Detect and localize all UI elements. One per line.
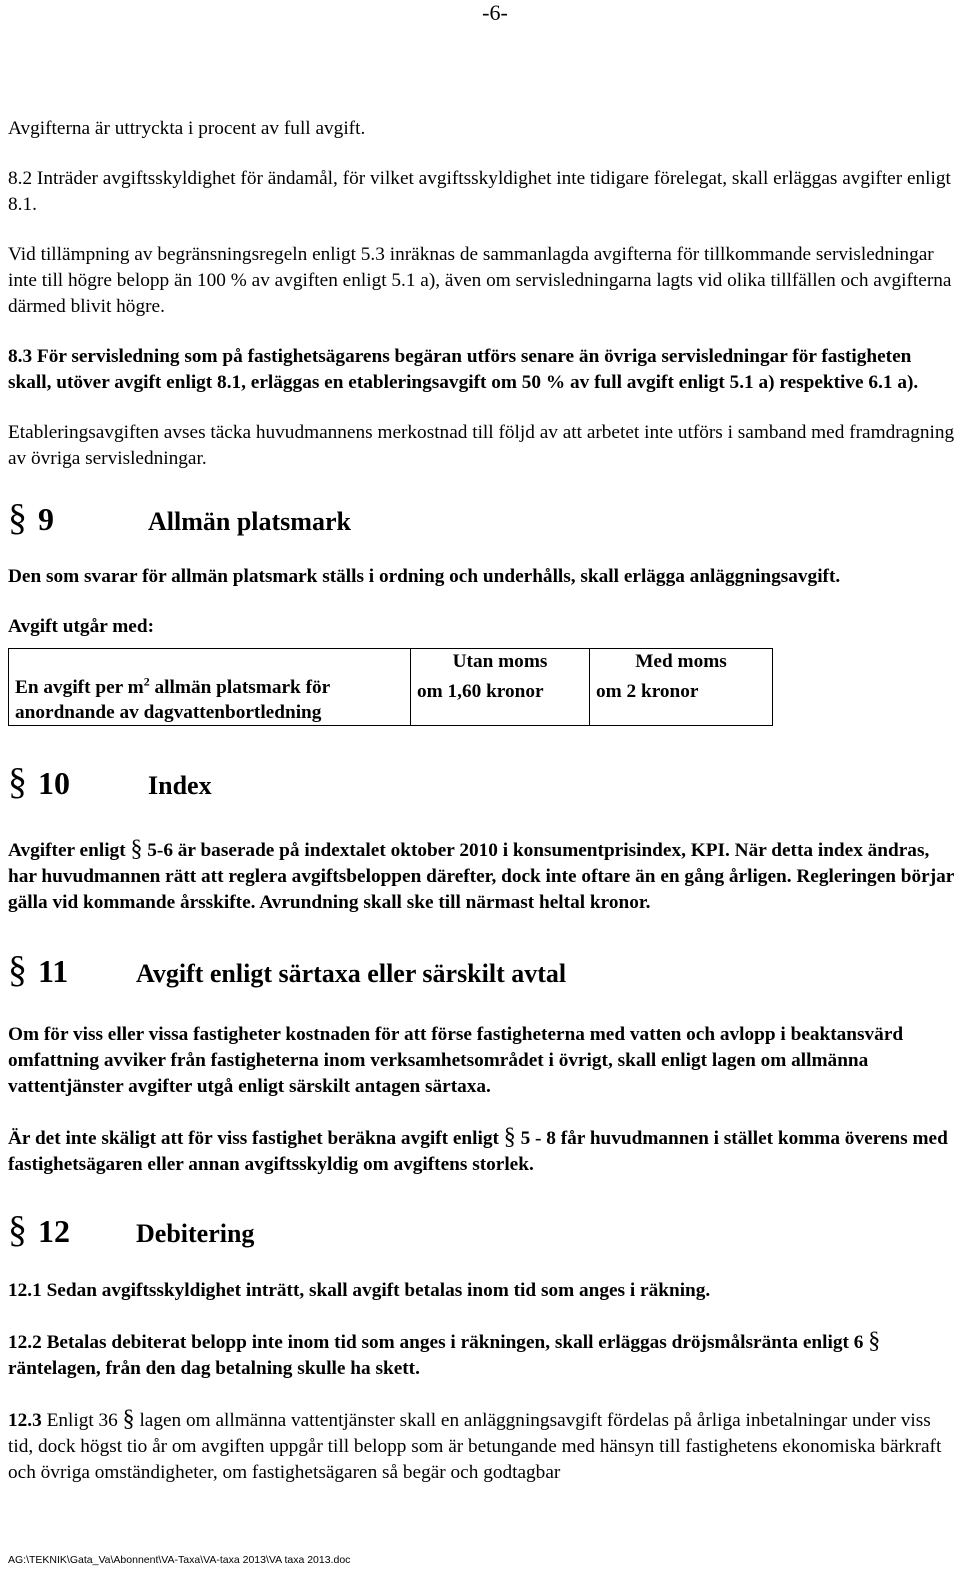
section-title: Avgift enligt särtaxa eller särskilt avtal: [136, 959, 567, 988]
section-symbol: §: [8, 761, 27, 803]
clause-8-2-note: Vid tillämpning av begränsningsregeln enligt 5.3 inräknas de sammanlagda avgifterna för tillkommande servisledningar inte till högre belopp än 100 % av avgiften enligt 5.1 a), även om servisledningarna lagts vid olika tillfällen och avgifterna därmed blivit högre.: [8, 244, 952, 317]
page-number: -6-: [482, 0, 508, 25]
section-number: 12: [38, 1213, 70, 1249]
fee-label: Avgift utgår med:: [8, 616, 155, 637]
section-10-text: Avgifter enligt § 5-6 är baserade på indextalet oktober 2010 i konsumentprisindex, KPI. När detta index ändras, har huvudmannen rätt att reglera avgiftsbeloppen därefter, dock inte oftare än en gång årligen. Regleringen börjar gälla vid kommande årsskifte. Avrundning skall ske till närmast heltal kronor.: [8, 836, 954, 913]
document-body: [8, 116, 956, 1486]
clause-8-3-note: Etableringsavgiften avses täcka huvudmannens merkostnad till följd av att arbetet inte utförs i samband med framdragning av övriga servisledningar.: [8, 422, 955, 469]
section-11-heading: [8, 948, 956, 1008]
section-title: Debitering: [136, 1219, 255, 1248]
section-10-heading: [8, 760, 956, 820]
clause-8-3: 8.3 För servisledning som på fastighetsägarens begäran utförs senare än övriga servisledningar för fastigheten skall, utöver avgift enligt 8.1, erläggas en etableringsavgift om 50 % av full avgift enligt 5.1 a) respektive 6.1 a).: [8, 346, 919, 393]
section-number: 11: [38, 953, 69, 989]
clause-8-2: 8.2 Inträder avgiftsskyldighet för ändamål, för vilket avgiftsskyldighet inte tidigare förelegat, skall erläggas avgifter enligt 8.1.: [8, 168, 951, 215]
section-symbol: §: [8, 949, 27, 991]
fee-table: [8, 648, 773, 726]
section-number: 9: [38, 501, 54, 537]
section-title: Allmän platsmark: [148, 507, 351, 536]
clause-12-3: 12.3 Enligt 36 § lagen om allmänna vattentjänster skall en anläggningsavgift fördelas på årliga inbetalningar under viss tid, dock högst tio år om avgiften uppgår till belopp som är betungande med hänsyn till fastighetens ekonomiska bärkraft och övriga omständigheter, om fastighetsägaren så begär och godtagbar: [8, 1406, 942, 1483]
section-11-text-2: Är det inte skäligt att för viss fastighet beräkna avgift enligt § 5 - 8 får huvudmannen i stället komma överens med fastighetsägaren eller annan avgiftsskyldig om avgiftens storlek.: [8, 1124, 948, 1175]
fee-value-incl-vat: om 2 kronor: [590, 679, 773, 726]
fee-header-incl-vat: Med moms: [590, 649, 773, 680]
clause-12-1: 12.1 Sedan avgiftsskyldighet inträtt, skall avgift betalas inom tid som anges i räkning.: [8, 1280, 711, 1301]
section-9-text: Den som svarar för allmän platsmark ställs i ordning och underhålls, skall erlägga anläggningsavgift.: [8, 566, 841, 587]
intro-paragraph: Avgifterna är uttryckta i procent av full avgift.: [8, 118, 366, 139]
section-symbol: §: [8, 1209, 27, 1251]
fee-value-excl-vat: om 1,60 kronor: [411, 679, 590, 726]
section-title: Index: [148, 771, 212, 800]
section-number: 10: [38, 765, 70, 801]
section-symbol: §: [8, 497, 27, 539]
section-9-heading: [8, 496, 956, 556]
section-12-heading: [8, 1208, 956, 1268]
fee-row-label: En avgift per $m^2$ allmän platsmark för anordnande av dagvattenbortledning: [9, 649, 411, 726]
document-footer-path: AG:\TEKNIK\Gata_Va\Abonnent\VA-Taxa\VA-taxa 2013\VA taxa 2013.doc: [8, 1554, 351, 1566]
section-11-text-1: Om för viss eller vissa fastigheter kostnaden för att förse fastigheterna med vatten och avlopp i beaktansvärd omfattning avviker från fastigheterna inom verksamhetsområdet i övrigt, skall enligt lagen om allmänna vattentjänster avgifter utgå enligt särskilt antagen särtaxa.: [8, 1024, 904, 1097]
clause-12-2: 12.2 Betalas debiterat belopp inte inom tid som anges i räkningen, skall erläggas dröjsmålsränta enligt 6 § räntelagen, från den dag betalning skulle ha skett.: [8, 1328, 881, 1379]
fee-header-excl-vat: Utan moms: [411, 649, 590, 680]
